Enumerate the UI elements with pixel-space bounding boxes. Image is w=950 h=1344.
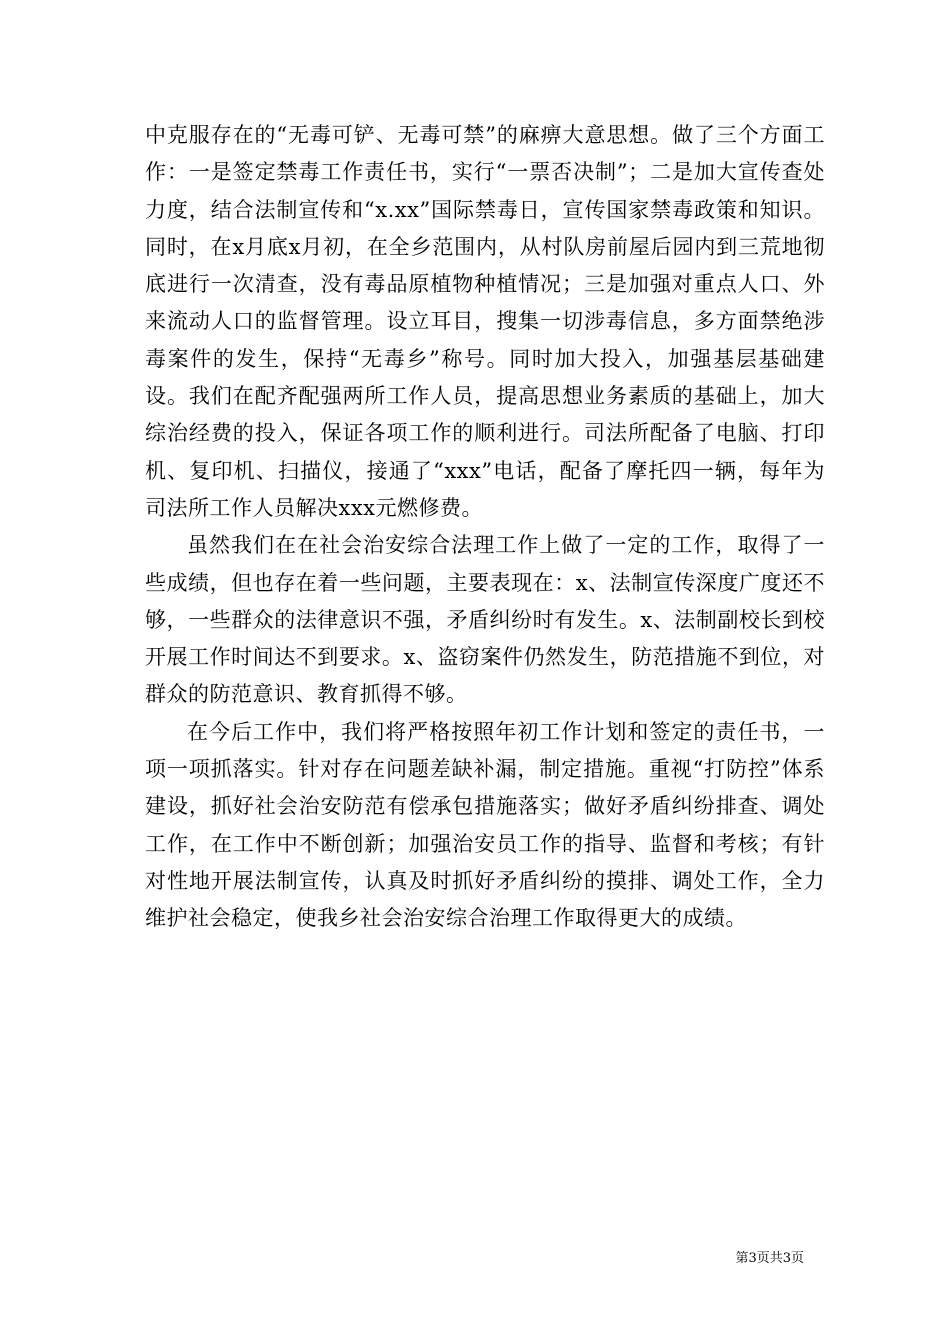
document-body bbox=[145, 117, 825, 938]
paragraph-3: 在今后工作中，我们将严格按照年初工作计划和签定的责任书，一项一项抓落实。针对存在问题差缺补漏，制定措施。重视“打防控”体系建设，抓好社会治安防范有偿承包措施落实；做好矛盾纠纷排查、调处工作，在工作中不断创新；加强治安员工作的指导、监督和考核；有针对性地开展法制宣传，认真及时抓好矛盾纠纷的摸排、调处工作，全力维护社会稳定，使我乡社会治安综合治理工作取得更大的成绩。 bbox=[145, 719, 825, 931]
page-number-footer: 第3页共3页 bbox=[735, 1251, 804, 1266]
paragraph-1: 中克服存在的“无毒可铲、无毒可禁”的麻痹大意思想。做了三个方面工作：一是签定禁毒工作责任书，实行“一票否决制”；二是加大宣传查处力度，结合法制宣传和“x.xx”国际禁毒日，宣传国家禁毒政策和知识。同时，在x月底x月初，在全乡范围内，从村队房前屋后园内到三荒地彻底进行一次清查，没有毒品原植物种植情况；三是加强对重点人口、外来流动人口的监督管理。设立耳目，搜集一切涉毒信息，多方面禁绝涉毒案件的发生，保持“无毒乡”称号。同时加大投入，加强基层基础建设。我们在配齐配强两所工作人员，提高思想业务素质的基础上，加大综治经费的投入，保证各项工作的顺利进行。司法所配备了电脑、打印机、复印机、扫描仪，接通了“xxx”电话，配备了摩托四一辆，每年为司法所工作人员解决xxx元燃修费。 bbox=[145, 123, 825, 520]
paragraph-2: 虽然我们在在社会治安综合法理工作上做了一定的工作，取得了一些成绩，但也存在着一些问题，主要表现在：x、法制宣传深度广度还不够，一些群众的法律意识不强，矛盾纠纷时有发生。x、法制副校长到校开展工作时间达不到要求。x、盗窃案件仍然发生，防范措施不到位，对群众的防范意识、教育抓得不够。 bbox=[145, 533, 825, 707]
